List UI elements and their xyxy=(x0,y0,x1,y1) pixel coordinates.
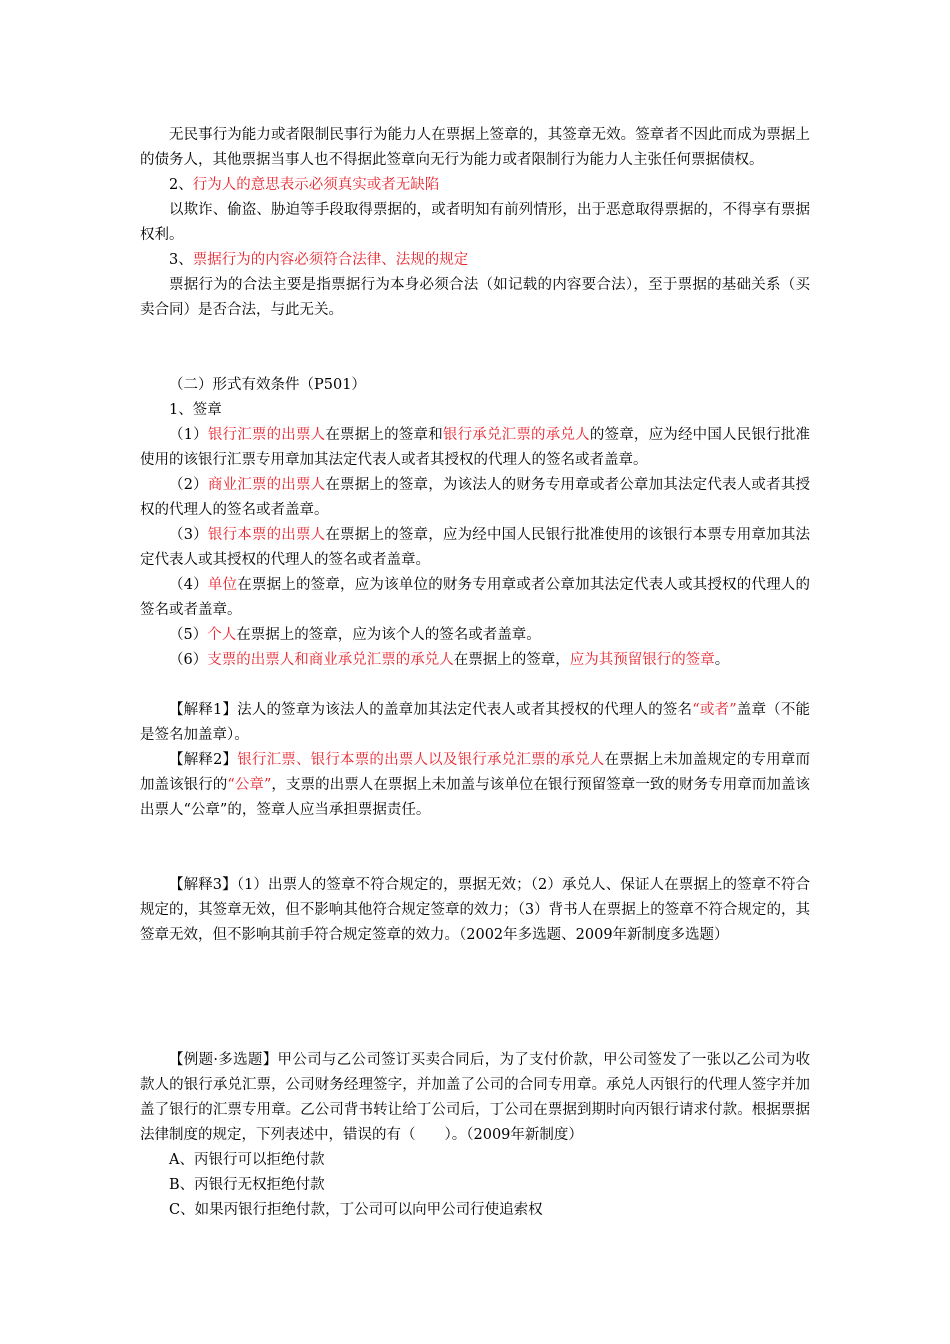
body-text: 在票据上的签章，应为该单位的财务专用章或者公章加其法定代表人或其授权的代理人的签名或者盖章。 xyxy=(140,577,811,618)
body-text: 法人的签章为该法人的盖章加其法定代表人或者其授权的代理人的签名 xyxy=(237,702,693,718)
highlight-text: 个人 xyxy=(207,627,237,643)
item-number: 2、 xyxy=(169,177,193,193)
explanation-label: 【解释1】 xyxy=(169,702,238,718)
list-item-2 xyxy=(140,473,810,523)
list-number: （3） xyxy=(169,527,208,543)
highlight-text: 银行本票的出票人 xyxy=(207,527,326,543)
section-validity-conditions xyxy=(140,123,810,323)
list-number: （1） xyxy=(169,427,208,443)
body-text: 在票据上的签章，为该法人的财务专用章或者公章加其法定代表人或者其授权的代理人的签名或者盖章。 xyxy=(140,477,811,518)
highlight-text: “或者” xyxy=(692,702,737,718)
list-item-1 xyxy=(140,423,810,473)
body-text: ，支票的出票人在票据上未加盖与该单位在银行预留签章一致的财务专用章而加盖该出票人“公章”的，签章人应当承担票据责任。 xyxy=(140,777,811,818)
option-a: A、丙银行可以拒绝付款 xyxy=(169,1152,325,1168)
explanation-2 xyxy=(140,748,810,823)
paragraph-incapacity-signature: 无民事行为能力或者限制民事行为能力人在票据上签章的，其签章无效。签章者不因此而成为票据上的债务人，其他票据当事人也不得据此签章向无行为能力或者限制行为能力人主张任何票据债权。 xyxy=(140,127,810,168)
heading-item-2 xyxy=(140,173,810,198)
body-text: 在票据上未加盖规定的专用章而加盖该银行的 xyxy=(140,752,810,793)
highlight-text: 商业汇票的出票人 xyxy=(207,477,326,493)
list-number: （2） xyxy=(169,477,208,493)
option-b: B、丙银行无权拒绝付款 xyxy=(169,1177,325,1193)
explanation-3 xyxy=(140,873,810,948)
body-text: 在票据上的签章，应为经中国人民银行批准使用的该银行本票专用章加其法定代表人或其授权的代理人的签名或者盖章。 xyxy=(140,527,811,568)
body-text: 在票据上的签章和 xyxy=(325,427,443,443)
list-number: （4） xyxy=(169,577,208,593)
explanation-label: 【解释2】 xyxy=(169,752,238,768)
section-example-question xyxy=(140,1048,810,1223)
section-explanation-3 xyxy=(140,873,810,948)
list-number: （5） xyxy=(169,627,208,643)
list-item-3 xyxy=(140,523,810,573)
highlight-text: 银行汇票、银行本票的出票人以及银行承兑汇票的承兑人 xyxy=(237,752,605,768)
highlight-text: “公章” xyxy=(227,777,272,793)
highlight-text: 银行承兑汇票的承兑人 xyxy=(442,427,590,443)
highlight-text: 应为其预留银行的签章 xyxy=(569,652,715,668)
list-number: （6） xyxy=(169,652,208,668)
body-text: 盖章（不能是签名加盖章）。 xyxy=(140,702,811,743)
list-item-4 xyxy=(140,573,810,623)
paragraph-fraud: 以欺诈、偷盗、胁迫等手段取得票据的，或者明知有前列情形，出于恶意取得票据的，不得享有票据权利。 xyxy=(140,202,810,243)
section-explanations xyxy=(140,698,810,823)
highlight-text: 支票的出票人和商业承兑汇票的承兑人 xyxy=(207,652,454,668)
item-number: 3、 xyxy=(169,252,193,268)
option-c: C、如果丙银行拒绝付款，丁公司可以向甲公司行使追索权 xyxy=(169,1202,543,1218)
example-question xyxy=(140,1048,810,1148)
explanation-label: 【解释3】 xyxy=(169,877,237,893)
section-heading: （二）形式有效条件（P501） xyxy=(169,377,366,393)
subheading-signature: 1、签章 xyxy=(169,402,222,418)
paragraph-legality: 票据行为的合法主要是指票据行为本身必须合法（如记载的内容要合法），至于票据的基础关系（买卖合同）是否合法，与此无关。 xyxy=(140,277,810,318)
list-item-6 xyxy=(140,648,810,673)
example-label: 【例题·多选题】 xyxy=(169,1052,278,1068)
heading-text-highlight: 行为人的意思表示必须真实或者无缺陷 xyxy=(192,177,440,193)
question-text: 甲公司与乙公司签订买卖合同后，为了支付价款，甲公司签发了一张以乙公司为收款人的银行承兑汇票，公司财务经理签字，并加盖了公司的合同专用章。承兑人丙银行的代理人签字并加盖了银行的汇票专用章。乙公司背书转让给丁公司后，丁公司在票据到期时向丙银行请求付款。根据票据法律制度的规定，下列表述中，错误的有（ ）。（2009年新制度） xyxy=(140,1052,811,1143)
heading-text-highlight: 票据行为的内容必须符合法律、法规的规定 xyxy=(192,252,469,268)
explanation-1 xyxy=(140,698,810,748)
highlight-text: 单位 xyxy=(207,577,238,593)
section-formal-conditions xyxy=(140,373,810,673)
body-text: 。 xyxy=(714,652,730,668)
body-text: （1）出票人的签章不符合规定的，票据无效；（2）承兑人、保证人在票据上的签章不符合规定的，其签章无效，但不影响其他符合规定签章的效力；（3）背书人在票据上的签章不符合规定的，其签章无效，但不影响其前手符合规定签章的效力。（2002年多选题、2009年新制度多选题） xyxy=(140,877,810,943)
body-text: 在票据上的签章， xyxy=(453,652,570,668)
body-text: 的签章，应为经中国人民银行批准使用的该银行汇票专用章加其法定代表人或者其授权的代理人的签名或者盖章。 xyxy=(140,427,811,468)
body-text: 在票据上的签章，应为该个人的签名或者盖章。 xyxy=(236,627,541,643)
list-item-5 xyxy=(140,623,810,648)
heading-item-3 xyxy=(140,248,810,273)
highlight-text: 银行汇票的出票人 xyxy=(207,427,326,443)
